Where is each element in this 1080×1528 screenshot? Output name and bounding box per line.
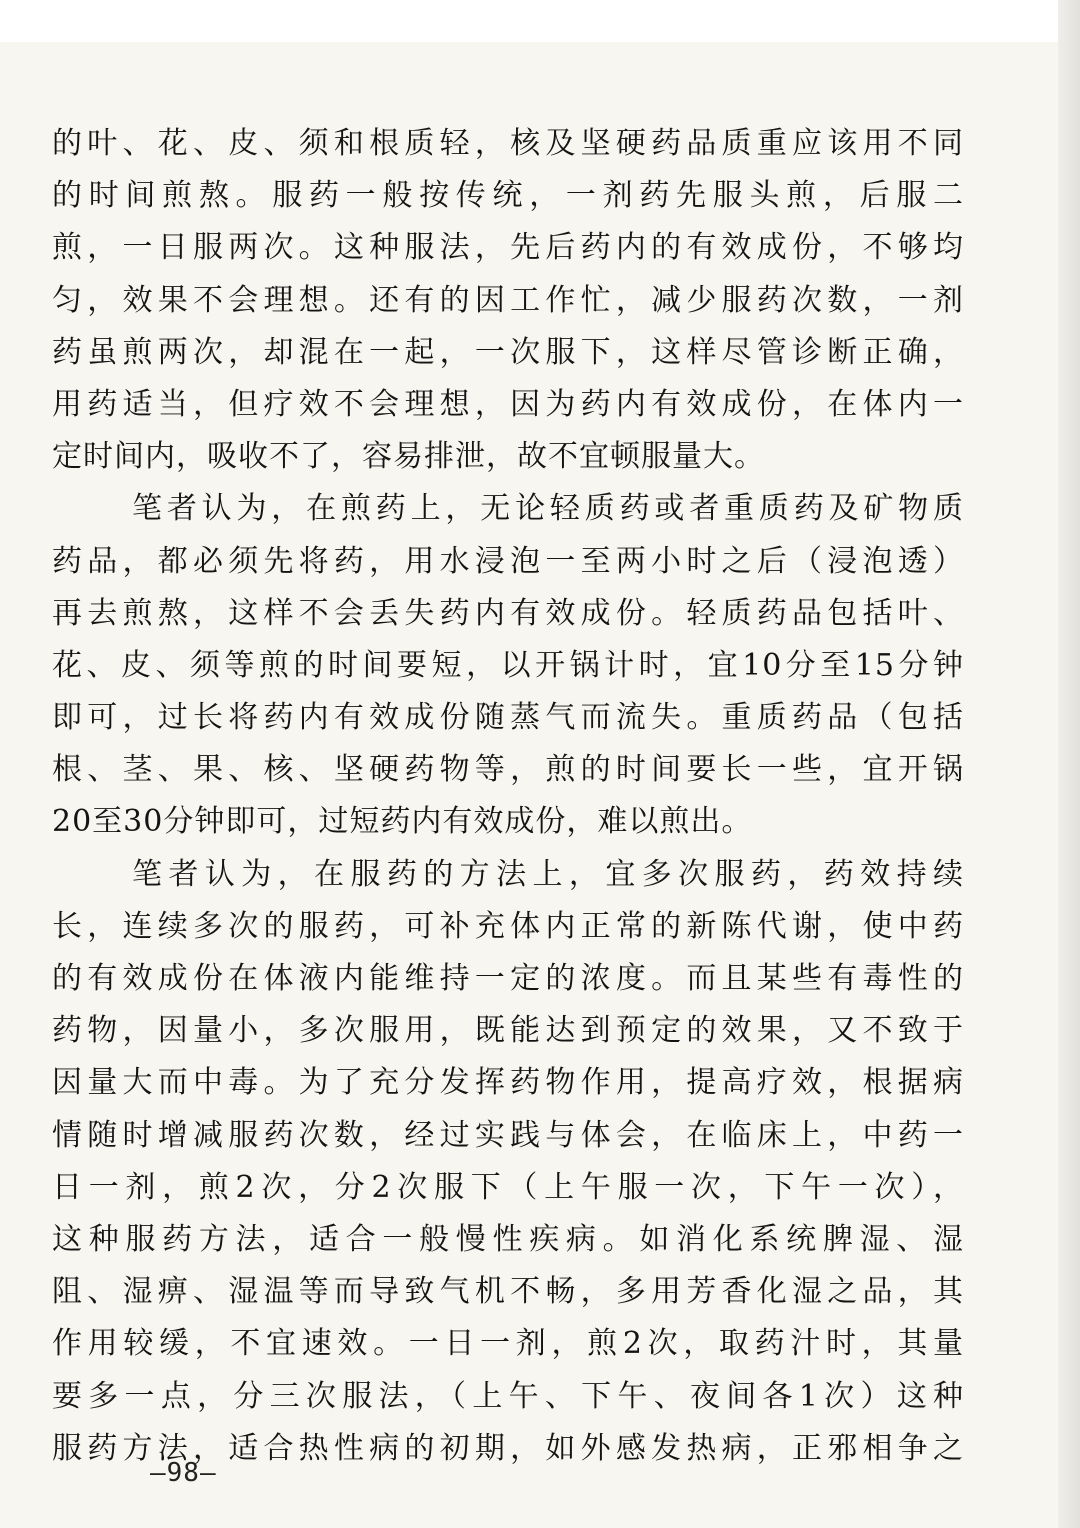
text-line: 20至30分钟即可，过短药内有效成份，难以煎出。	[52, 804, 753, 840]
paragraph-start-line: 笔者认为，在煎药上，无论轻质药或者重质药及矿物质	[132, 491, 964, 527]
text-line: 这种服药方法，适合一般慢性疾病。如消化系统脾湿、湿	[52, 1221, 964, 1257]
text-line: 根、茎、果、核、坚硬药物等，煎的时间要长一些，宜开锅	[52, 752, 964, 788]
text-line: 的时间煎熬。服药一般按传统，一剂药先服头煎，后服二	[52, 178, 964, 214]
text-line: 药虽煎两次，却混在一起，一次服下，这样尽管诊断正确，	[52, 334, 964, 370]
text-line: 再去煎熬，这样不会丢失药内有效成份。轻质药品包括叶、	[52, 595, 964, 631]
text-line: 煎，一日服两次。这种服法，先后药内的有效成份，不够均	[52, 230, 964, 266]
text-line: 定时间内，吸收不了，容易排泄，故不宜顿服量大。	[52, 439, 765, 475]
text-line: 情随时增减服药次数，经过实践与体会，在临床上，中药一	[52, 1117, 964, 1153]
text-line: 要多一点，分三次服法，（上午、下午、夜间各1次）这种	[52, 1378, 964, 1414]
text-line: 长，连续多次的服药，可补充体内正常的新陈代谢，使中药	[52, 908, 964, 944]
text-line: 药物，因量小，多次服用，既能达到预定的效果，又不致于	[52, 1013, 964, 1049]
text-line: 的有效成份在体液内能维持一定的浓度。而且某些有毒性的	[52, 961, 964, 996]
body-text	[52, 118, 964, 1475]
text-line: 用药适当，但疗效不会理想，因为药内有效成份，在体内一	[52, 386, 964, 422]
text-line: 即可，过长将药内有效成份随蒸气而流失。重质药品（包括	[52, 700, 964, 736]
text-line: 因量大而中毒。为了充分发挥药物作用，提高疗效，根据病	[52, 1065, 964, 1101]
page-number: —98—	[150, 1458, 217, 1488]
text-line: 阻、湿痹、湿温等而导致气机不畅，多用芳香化湿之品，其	[52, 1274, 964, 1310]
text-line: 服药方法，适合热性病的初期，如外感发热病，正邪相争之	[52, 1430, 964, 1466]
scan-top-margin	[0, 0, 1080, 42]
text-line: 花、皮、须等煎的时间要短，以开锅计时，宜10分至15分钟	[52, 647, 964, 683]
text-line: 匀，效果不会理想。还有的因工作忙，减少服药次数，一剂	[52, 282, 964, 318]
text-line: 的叶、花、皮、须和根质轻，核及坚硬药品质重应该用不同	[52, 126, 964, 161]
text-line: 日一剂，煎2次，分2次服下（上午服一次，下午一次），	[52, 1169, 964, 1205]
paragraph-start-line: 笔者认为，在服药的方法上，宜多次服药，药效持续	[132, 856, 964, 892]
text-line: 药品，都必须先将药，用水浸泡一至两小时之后（浸泡透）	[52, 543, 964, 579]
text-line: 作用较缓，不宜速效。一日一剂，煎2次，取药汁时，其量	[52, 1326, 964, 1362]
scan-right-edge	[1058, 0, 1080, 1528]
